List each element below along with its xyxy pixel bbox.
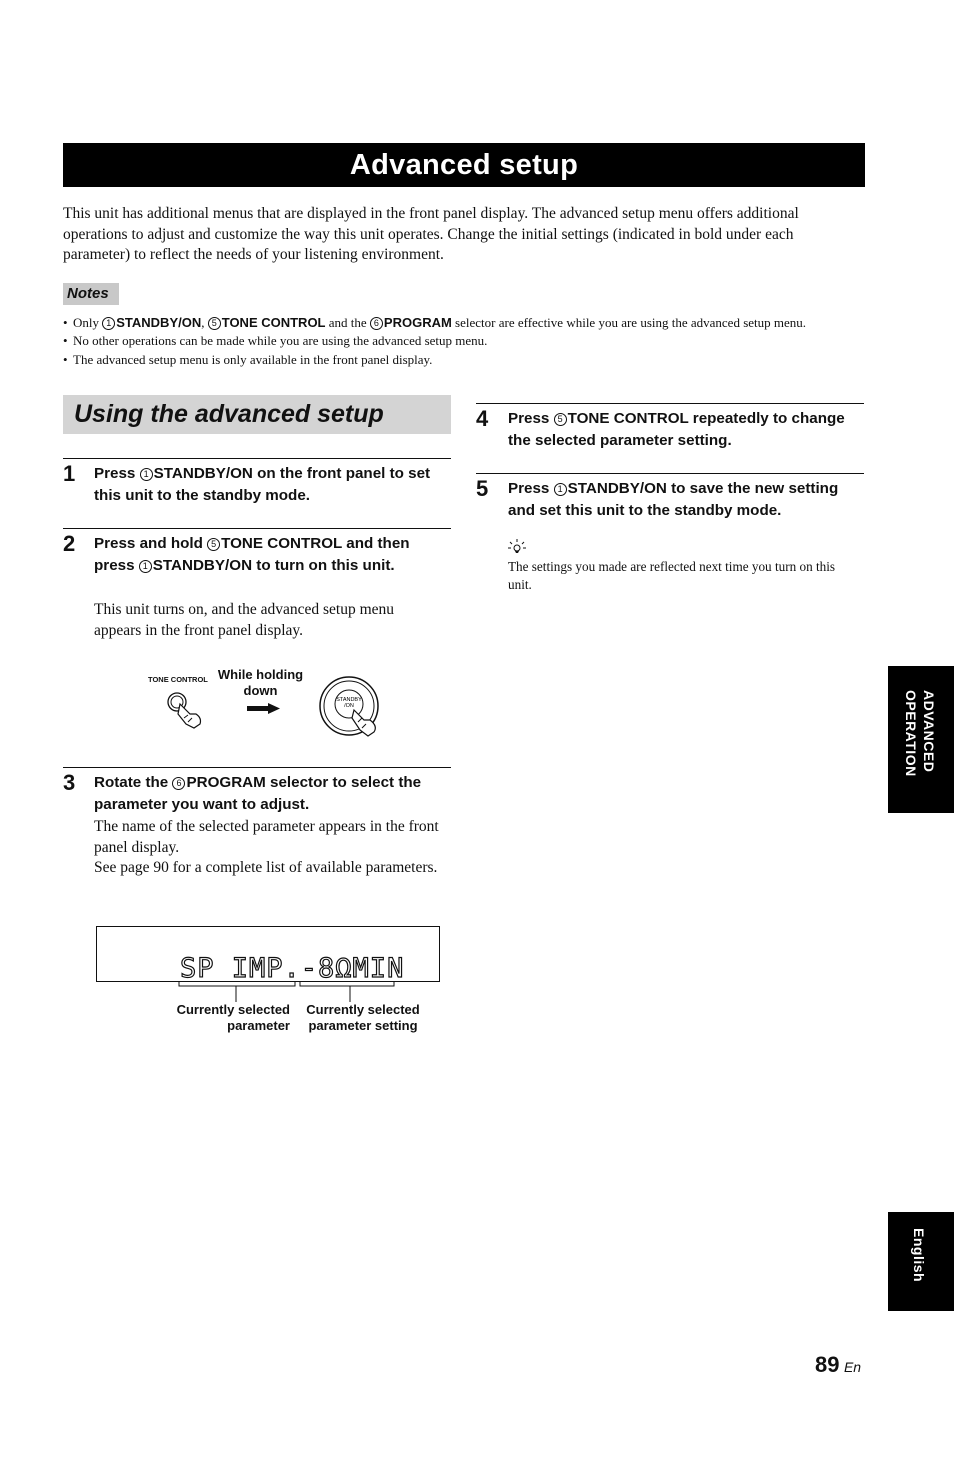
standby-on-button-icon <box>318 672 384 740</box>
callout-brackets <box>176 982 400 1004</box>
step-number-4: 4 <box>476 406 489 431</box>
step-number-5: 5 <box>476 476 489 501</box>
page-number: 89 En <box>815 1352 862 1377</box>
note-item-1: • Only 1 STANDBY/ON, 5 TONE CONTROL and the 6 PROGRAM selector are effective while you are using the advanced setup menu. <box>63 315 807 330</box>
tone-control-label: TONE CONTROL <box>148 675 208 684</box>
notes-list <box>63 314 865 369</box>
divider <box>63 458 451 459</box>
side-tab-advanced-operation: ADVANCED OPERATION <box>888 666 954 813</box>
selected-parameter-label: Currently selected parameter <box>176 1002 290 1033</box>
step-3-body-2: See page 90 for a complete list of available parameters. <box>94 859 438 876</box>
tip-lightbulb-icon <box>507 538 527 554</box>
divider <box>63 528 451 529</box>
tone-control-button-icon <box>160 688 210 732</box>
step-number-2: 2 <box>63 531 76 556</box>
step-1-instruction: Press 1 STANDBY/ON on the front panel to set this unit to the standby mode. <box>94 465 431 504</box>
divider <box>476 403 864 404</box>
circled-number: 6 <box>370 317 383 330</box>
circled-number: 6 <box>172 777 185 790</box>
circled-number: 5 <box>554 413 567 426</box>
divider <box>476 473 864 474</box>
step-2-instruction: Press and hold 5 TONE CONTROL and then press 1 STANDBY/ON to turn on this unit. <box>94 535 410 574</box>
circled-number: 1 <box>140 468 153 481</box>
step-2-body: This unit turns on, and the advanced setup menu appears in the front panel display. <box>94 601 395 639</box>
circled-number: 5 <box>207 538 220 551</box>
circled-number: 1 <box>554 483 567 496</box>
step-4-instruction: Press 5 TONE CONTROL repeatedly to change the selected parameter setting. <box>508 410 845 449</box>
step-5-instruction: Press 1 STANDBY/ON to save the new setting and set this unit to the standby mode. <box>508 480 839 519</box>
step-3-instruction: Rotate the 6 PROGRAM selector to select the parameter you want to adjust. <box>94 774 422 813</box>
notes-label: Notes <box>63 283 119 305</box>
circled-number: 1 <box>139 560 152 573</box>
circled-number: 5 <box>208 317 221 330</box>
display-text: SP IMP.-8ΩMIN <box>180 953 405 984</box>
standby-label: STANDBY <box>336 697 362 703</box>
note-item-3: • The advanced setup menu is only available in the front panel display. <box>63 351 433 367</box>
divider <box>63 767 451 768</box>
side-tab-english: English <box>888 1212 954 1311</box>
section-heading: Using the advanced setup <box>63 395 451 434</box>
step-number-1: 1 <box>63 461 76 486</box>
circled-number: 1 <box>102 317 115 330</box>
step-number-3: 3 <box>63 770 76 795</box>
intro-paragraph: This unit has additional menus that are displayed in the front panel display. The advanced setup menu offers additional operations to adjust and customize the way this unit operates. Change the initial settings (indicated in bold under each parameter) to reflect the needs of your listening environment. <box>63 205 799 263</box>
tip-text: The settings you made are reflected next time you turn on this unit. <box>508 559 836 593</box>
arrow-right-icon <box>246 702 282 716</box>
on-label: /ON <box>344 703 354 709</box>
step-3-body-1: The name of the selected parameter appears in the front panel display. <box>94 818 439 856</box>
note-item-2: • No other operations can be made while you are using the advanced setup menu. <box>63 333 488 349</box>
selected-setting-label: Currently selected parameter setting <box>306 1002 420 1033</box>
page-title: Advanced setup <box>63 143 865 187</box>
while-holding-label: While holding down <box>217 667 304 698</box>
